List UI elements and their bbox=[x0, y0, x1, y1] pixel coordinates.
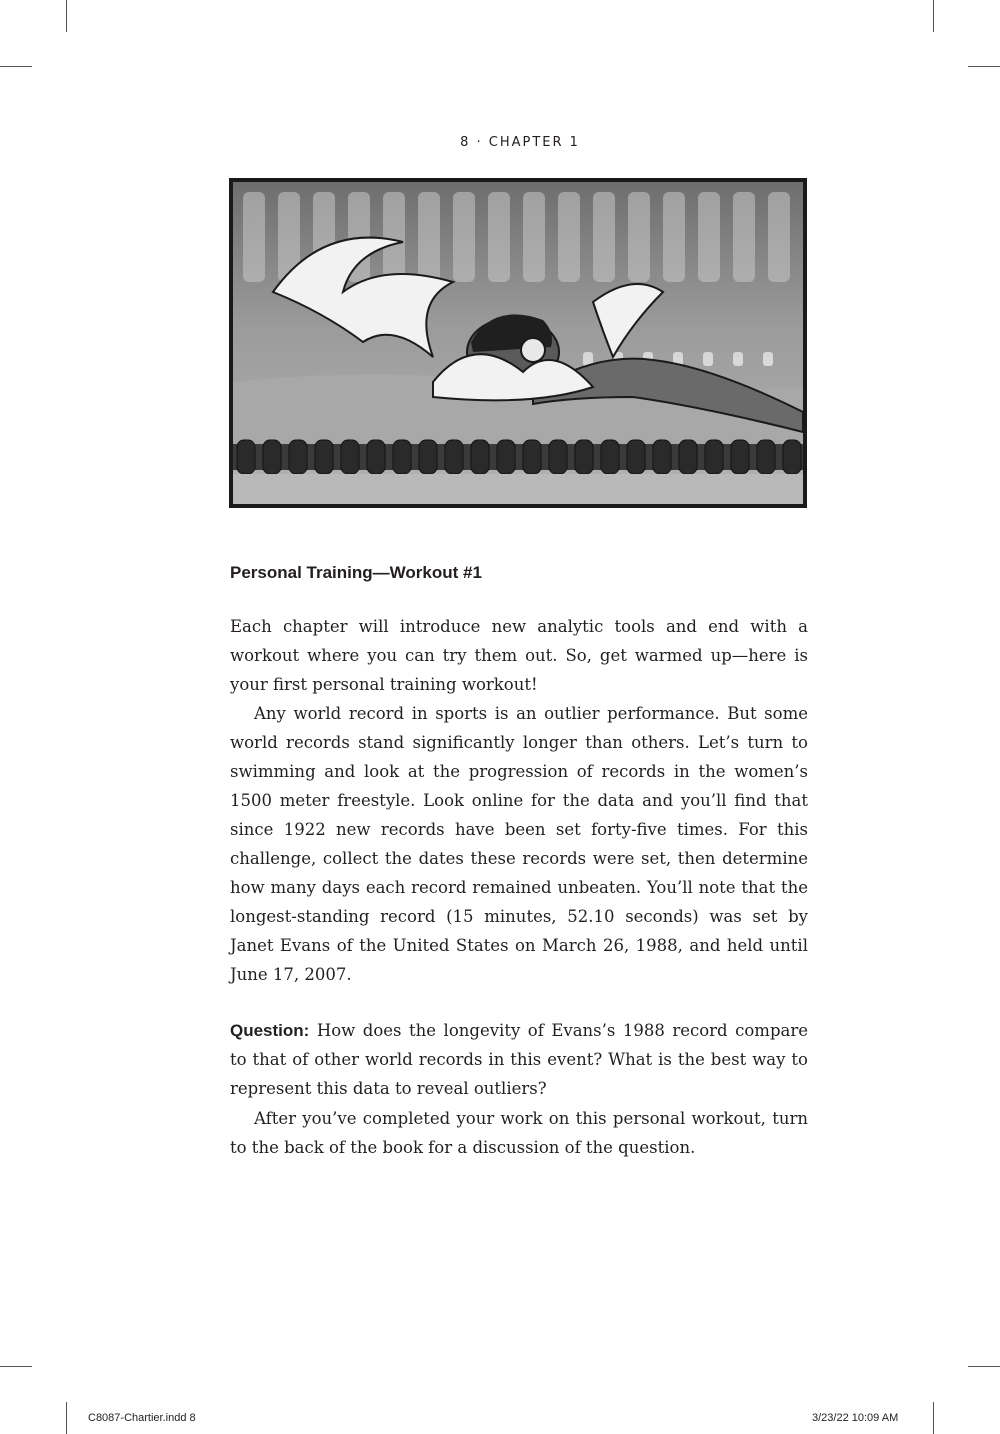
swimmer-illustration bbox=[229, 178, 807, 508]
crop-mark bbox=[933, 1402, 934, 1434]
crop-mark bbox=[0, 1366, 32, 1367]
paragraph-intro: Each chapter will introduce new analytic tools and end with a workout where you can try them out. So, get warmed up—here is your first personal training workout! bbox=[230, 617, 808, 694]
running-head: 8 · CHAPTER 1 bbox=[460, 135, 580, 150]
slug-timestamp: 3/23/22 10:09 AM bbox=[812, 1412, 899, 1424]
paragraph-records: Any world record in sports is an outlier performance. But some world records stand significantly longer than others. Let’s turn to swimming and look at the progression of records in the women’s 1500 meter freestyle. Look online for the data and you’ll find that since 1922 new records have been set forty-five times. For this challenge, collect the dates these records were set, then determine how many days each record remained unbeaten. You’ll note that the longest-standing record (15 minutes, 52.10 seconds) was set by Janet Evans of the United States on March 26, 1988, and held until June 17, 2007. bbox=[230, 704, 808, 984]
crop-mark bbox=[968, 66, 1000, 67]
swimmer-illustration-art bbox=[233, 182, 803, 504]
question-text: How does the longevity of Evans’s 1988 record compare to that of other world records in this event? What is the best way to represent this data to reveal outliers? bbox=[230, 1021, 808, 1098]
paragraph-question bbox=[230, 1016, 808, 1103]
slug-file: C8087-Chartier.indd 8 bbox=[88, 1412, 196, 1424]
section-heading: Personal Training—Workout #1 bbox=[230, 563, 482, 582]
paragraph-closing: After you’ve completed your work on this personal workout, turn to the back of the book for a discussion of the question. bbox=[230, 1109, 808, 1157]
crop-mark bbox=[0, 66, 32, 67]
crop-mark bbox=[968, 1366, 1000, 1367]
crop-mark bbox=[933, 0, 934, 32]
crop-mark bbox=[66, 0, 67, 32]
question-label: Question: bbox=[230, 1021, 310, 1040]
crop-mark bbox=[66, 1402, 67, 1434]
